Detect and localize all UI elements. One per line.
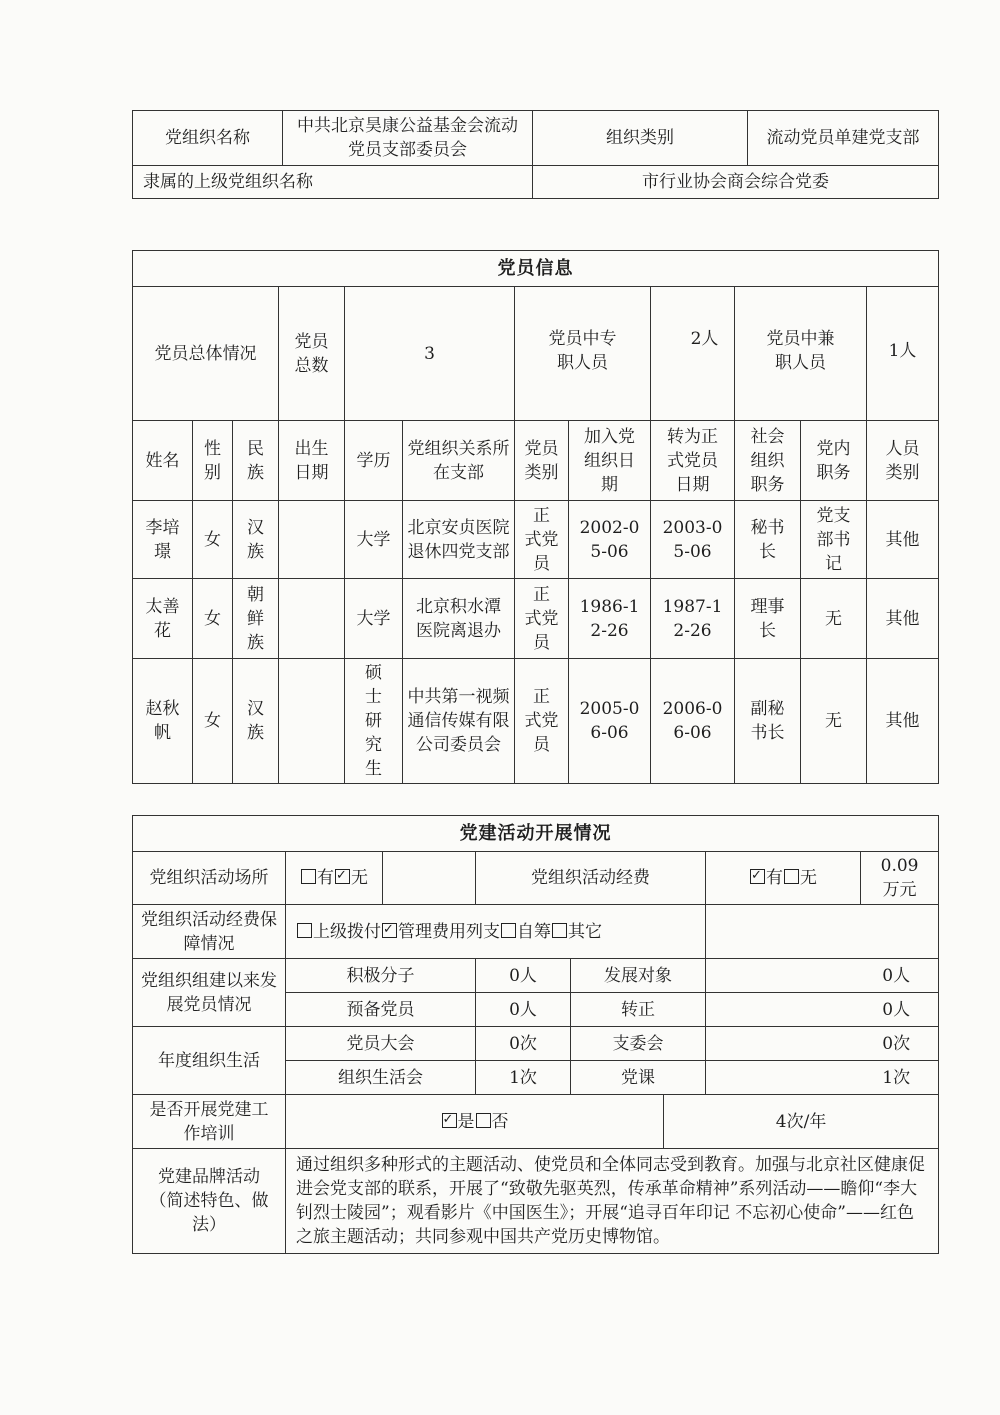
parent-org-label: 隶属的上级党组织名称 — [133, 166, 533, 199]
header-join-date: 加入党组织日期 — [569, 421, 651, 501]
meeting-value: 1次 — [476, 1061, 571, 1095]
member-gender: 女 — [193, 659, 233, 784]
member-party-post: 无 — [801, 579, 867, 659]
header-party-post: 党内职务 — [801, 421, 867, 501]
members-table — [132, 250, 939, 784]
venue-yes-checkbox[interactable] — [301, 869, 316, 884]
table-row — [133, 659, 939, 784]
fulltime-label: 党员中专职人员 — [515, 287, 651, 421]
org-type-value: 流动党员单建党支部 — [748, 111, 939, 166]
member-branch: 北京安贞医院退休四党支部 — [403, 501, 515, 579]
venue-options — [286, 852, 383, 905]
probation-label: 预备党员 — [286, 993, 476, 1027]
member-join-date: 1986-12-26 — [569, 579, 651, 659]
org-name-value: 中共北京昊康公益基金会流动党员支部委员会 — [283, 111, 533, 166]
congress-value: 0次 — [476, 1027, 571, 1061]
fulltime-value: 2人 — [651, 287, 735, 421]
header-branch: 党组织关系所在支部 — [403, 421, 515, 501]
funding-opt4-checkbox[interactable] — [552, 923, 567, 938]
committee-label: 支委会 — [571, 1027, 706, 1061]
targets-label: 发展对象 — [571, 959, 706, 993]
member-social-post: 秘书长 — [735, 501, 801, 579]
venue-label: 党组织活动场所 — [133, 852, 286, 905]
member-formal-date: 2006-06-06 — [651, 659, 735, 784]
dev-label: 党组织组建以来发展党员情况 — [133, 959, 286, 1027]
funds-amount: 0.09万元 — [861, 852, 939, 905]
member-education: 大学 — [345, 501, 403, 579]
venue-no-label: 无 — [351, 868, 368, 888]
org-type-label: 组织类别 — [533, 111, 748, 166]
member-join-date: 2002-05-06 — [569, 501, 651, 579]
member-gender: 女 — [193, 501, 233, 579]
funds-no-checkbox[interactable] — [784, 869, 799, 884]
member-category: 正 式党员 — [515, 501, 569, 579]
member-education: 硕士研究生 — [345, 659, 403, 784]
meeting-label: 组织生活会 — [286, 1061, 476, 1095]
total-value: 3 — [345, 287, 515, 421]
member-party-post: 无 — [801, 659, 867, 784]
activities-title: 党建活动开展情况 — [133, 816, 939, 852]
training-no-checkbox[interactable] — [476, 1113, 491, 1128]
lecture-value: 1次 — [706, 1061, 939, 1095]
member-staff-type: 其他 — [867, 579, 939, 659]
training-options — [286, 1095, 664, 1149]
header-formal-date: 转为正式党员日期 — [651, 421, 735, 501]
member-staff-type: 其他 — [867, 659, 939, 784]
funding-opt1-checkbox[interactable] — [297, 923, 312, 938]
member-formal-date: 1987-12-26 — [651, 579, 735, 659]
member-birth — [279, 501, 345, 579]
activities-table — [132, 815, 939, 1254]
formal-value: 0人 — [706, 993, 939, 1027]
table-row — [133, 579, 939, 659]
congress-label: 党员大会 — [286, 1027, 476, 1061]
funding-opt2-checkbox[interactable] — [382, 923, 397, 938]
member-education: 大学 — [345, 579, 403, 659]
member-party-post: 党支部书记 — [801, 501, 867, 579]
header-gender: 性别 — [193, 421, 233, 501]
summary-label: 党员总体情况 — [133, 287, 279, 421]
lecture-label: 党课 — [571, 1061, 706, 1095]
header-staff-type: 人员类别 — [867, 421, 939, 501]
header-name: 姓名 — [133, 421, 193, 501]
header-social-post: 社会组织职务 — [735, 421, 801, 501]
table-row — [133, 501, 939, 579]
parttime-value: 1人 — [867, 287, 939, 421]
member-category: 正 式党员 — [515, 659, 569, 784]
member-staff-type: 其他 — [867, 501, 939, 579]
member-ethnicity: 汉族 — [233, 659, 279, 784]
brand-text: 通过组织多种形式的主题活动、使党员和全体同志受到教育。加强与北京社区健康促进会党支部的联系，开展了“致敬先驱英烈，传承革命精神”系列活动——瞻仰“李大钊烈士陵园”；观看影片《中国医生》；开展“追寻百年印记 不忘初心使命”——红色之旅主题活动；共同参观中国共产党历史博物馆。 — [286, 1149, 939, 1254]
parent-org-value: 市行业协会商会综合党委 — [533, 166, 939, 199]
funds-yes-checkbox[interactable] — [750, 869, 765, 884]
member-social-post: 副秘书长 — [735, 659, 801, 784]
member-name: 李培璟 — [133, 501, 193, 579]
member-branch: 北京积水潭医院离退办 — [403, 579, 515, 659]
funding-options — [286, 905, 706, 959]
member-birth — [279, 579, 345, 659]
header-education: 学历 — [345, 421, 403, 501]
funding-opt3-label: 自筹 — [517, 921, 551, 942]
member-gender: 女 — [193, 579, 233, 659]
funding-opt1-label: 上级拨付 — [313, 921, 381, 942]
funds-yes-label: 有 — [766, 868, 783, 888]
org-info-table — [132, 110, 939, 199]
venue-blank — [383, 852, 476, 905]
member-ethnicity: 朝鲜族 — [233, 579, 279, 659]
targets-value: 0人 — [706, 959, 939, 993]
total-label: 党员总数 — [279, 287, 345, 421]
member-birth — [279, 659, 345, 784]
probation-value: 0人 — [476, 993, 571, 1027]
funding-label: 党组织活动经费保障情况 — [133, 905, 286, 959]
funds-no-label: 无 — [800, 868, 817, 888]
header-category: 党员类别 — [515, 421, 569, 501]
funding-opt2-label: 管理费用列支 — [398, 921, 500, 942]
header-ethnicity: 民族 — [233, 421, 279, 501]
members-title: 党员信息 — [133, 251, 939, 287]
training-no-label: 否 — [491, 1111, 509, 1132]
training-label: 是否开展党建工作培训 — [133, 1095, 286, 1149]
member-formal-date: 2003-05-06 — [651, 501, 735, 579]
funding-opt4-label: 其它 — [568, 921, 602, 942]
training-yes-checkbox[interactable] — [442, 1113, 457, 1128]
training-frequency: 4次/年 — [664, 1095, 939, 1149]
funds-options — [706, 852, 861, 905]
parttime-label: 党员中兼职人员 — [735, 287, 867, 421]
committee-value: 0次 — [706, 1027, 939, 1061]
training-yes-label: 是 — [457, 1111, 475, 1132]
brand-label: 党建品牌活动（简述特色、做法） — [133, 1149, 286, 1254]
activists-value: 0人 — [476, 959, 571, 993]
member-name: 赵秋帆 — [133, 659, 193, 784]
funding-blank — [706, 905, 939, 959]
org-name-label: 党组织名称 — [133, 111, 283, 166]
venue-no-checkbox[interactable] — [335, 869, 350, 884]
venue-yes-label: 有 — [317, 868, 334, 888]
member-social-post: 理事长 — [735, 579, 801, 659]
member-category: 正 式党员 — [515, 579, 569, 659]
member-ethnicity: 汉族 — [233, 501, 279, 579]
funding-opt3-checkbox[interactable] — [501, 923, 516, 938]
member-branch: 中共第一视频通信传媒有限公司委员会 — [403, 659, 515, 784]
activists-label: 积极分子 — [286, 959, 476, 993]
member-join-date: 2005-06-06 — [569, 659, 651, 784]
header-birth: 出生日期 — [279, 421, 345, 501]
formal-label: 转正 — [571, 993, 706, 1027]
funds-label: 党组织活动经费 — [476, 852, 706, 905]
member-name: 太善花 — [133, 579, 193, 659]
life-label: 年度组织生活 — [133, 1027, 286, 1095]
